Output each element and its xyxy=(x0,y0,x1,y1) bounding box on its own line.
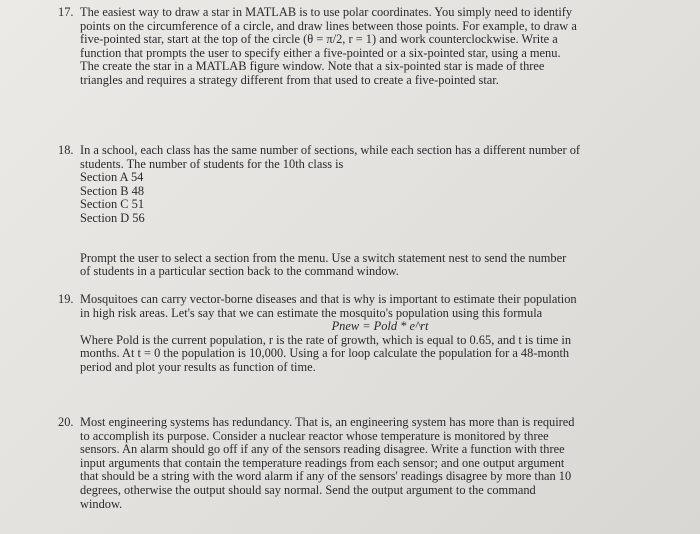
question-line: Mosquitoes can carry vector-borne diseases and that is why is important to estimate their population xyxy=(80,292,577,306)
question-line: Prompt the user to select a section from the menu. Use a switch statement nest to send the number xyxy=(80,250,567,265)
question-line: The easiest way to draw a star in MATLAB is to use polar coordinates. You simply need to identify xyxy=(80,5,573,19)
section-a-line: Section A 54 xyxy=(80,170,144,185)
question-line: window. xyxy=(80,496,123,511)
question-number: 20. xyxy=(58,415,74,429)
question-line: that should be a string with the word alarm if any of the sensors' readings disagree by more than 10 xyxy=(80,469,572,484)
section-d-line: Section D 56 xyxy=(80,210,145,225)
question-line: input arguments that contain the temperature readings from each sensor; and one output argument xyxy=(80,455,565,470)
question-line: function that prompts the user to specify either a five-pointed or a six-pointed star, using a menu. xyxy=(80,45,561,60)
question-line: triangles and requires a strategy different from that used to create a five-pointed star. xyxy=(80,72,499,87)
question-line: months. At t = 0 the population is 10,000. Using a for loop calculate the population for a 48-month xyxy=(80,346,570,361)
question-line: sensors. An alarm should go off if any of the sensors reading disagree. Write a function with three xyxy=(80,442,565,457)
question-line: In a school, each class has the same number of sections, while each section has a different number of xyxy=(80,143,581,157)
question-line: The create the star in a MATLAB figure window. Note that a six-pointed star is made of three xyxy=(80,59,545,74)
question-line: five-pointed star, start at the top of the circle (θ = π/2, r = 1) and work counterclockwise. Write a xyxy=(80,32,558,47)
question-number: 18. xyxy=(58,143,74,157)
question-line: of students in a particular section back to the command window. xyxy=(80,264,399,279)
question-line: students. The number of students for the 10th class is xyxy=(80,156,344,171)
question-line: to accomplish its purpose. Consider a nuclear reactor whose temperature is monitored by three xyxy=(80,428,549,443)
question-number: 17. xyxy=(58,5,74,19)
question-number: 19. xyxy=(58,292,74,306)
population-formula: Pnew = Pold * e^rt xyxy=(331,319,429,334)
question-line: period and plot your results as function of time. xyxy=(80,359,316,374)
section-b-line: Section B 48 xyxy=(80,183,145,198)
question-line: degrees, otherwise the output should say normal. Send the output argument to the command xyxy=(80,482,536,497)
section-c-line: Section C 51 xyxy=(80,197,145,212)
question-line: in high risk areas. Let's say that we can estimate the mosquito's population using this formula xyxy=(80,305,543,320)
question-line: points on the circumference of a circle, and draw lines between those points. For example, to draw a xyxy=(80,18,577,33)
question-line: Most engineering systems has redundancy. That is, an engineering system has more than is required xyxy=(80,415,575,429)
question-line: Where Pold is the current population, r is the rate of growth, which is equal to 0.65, and t is time in xyxy=(80,332,572,347)
